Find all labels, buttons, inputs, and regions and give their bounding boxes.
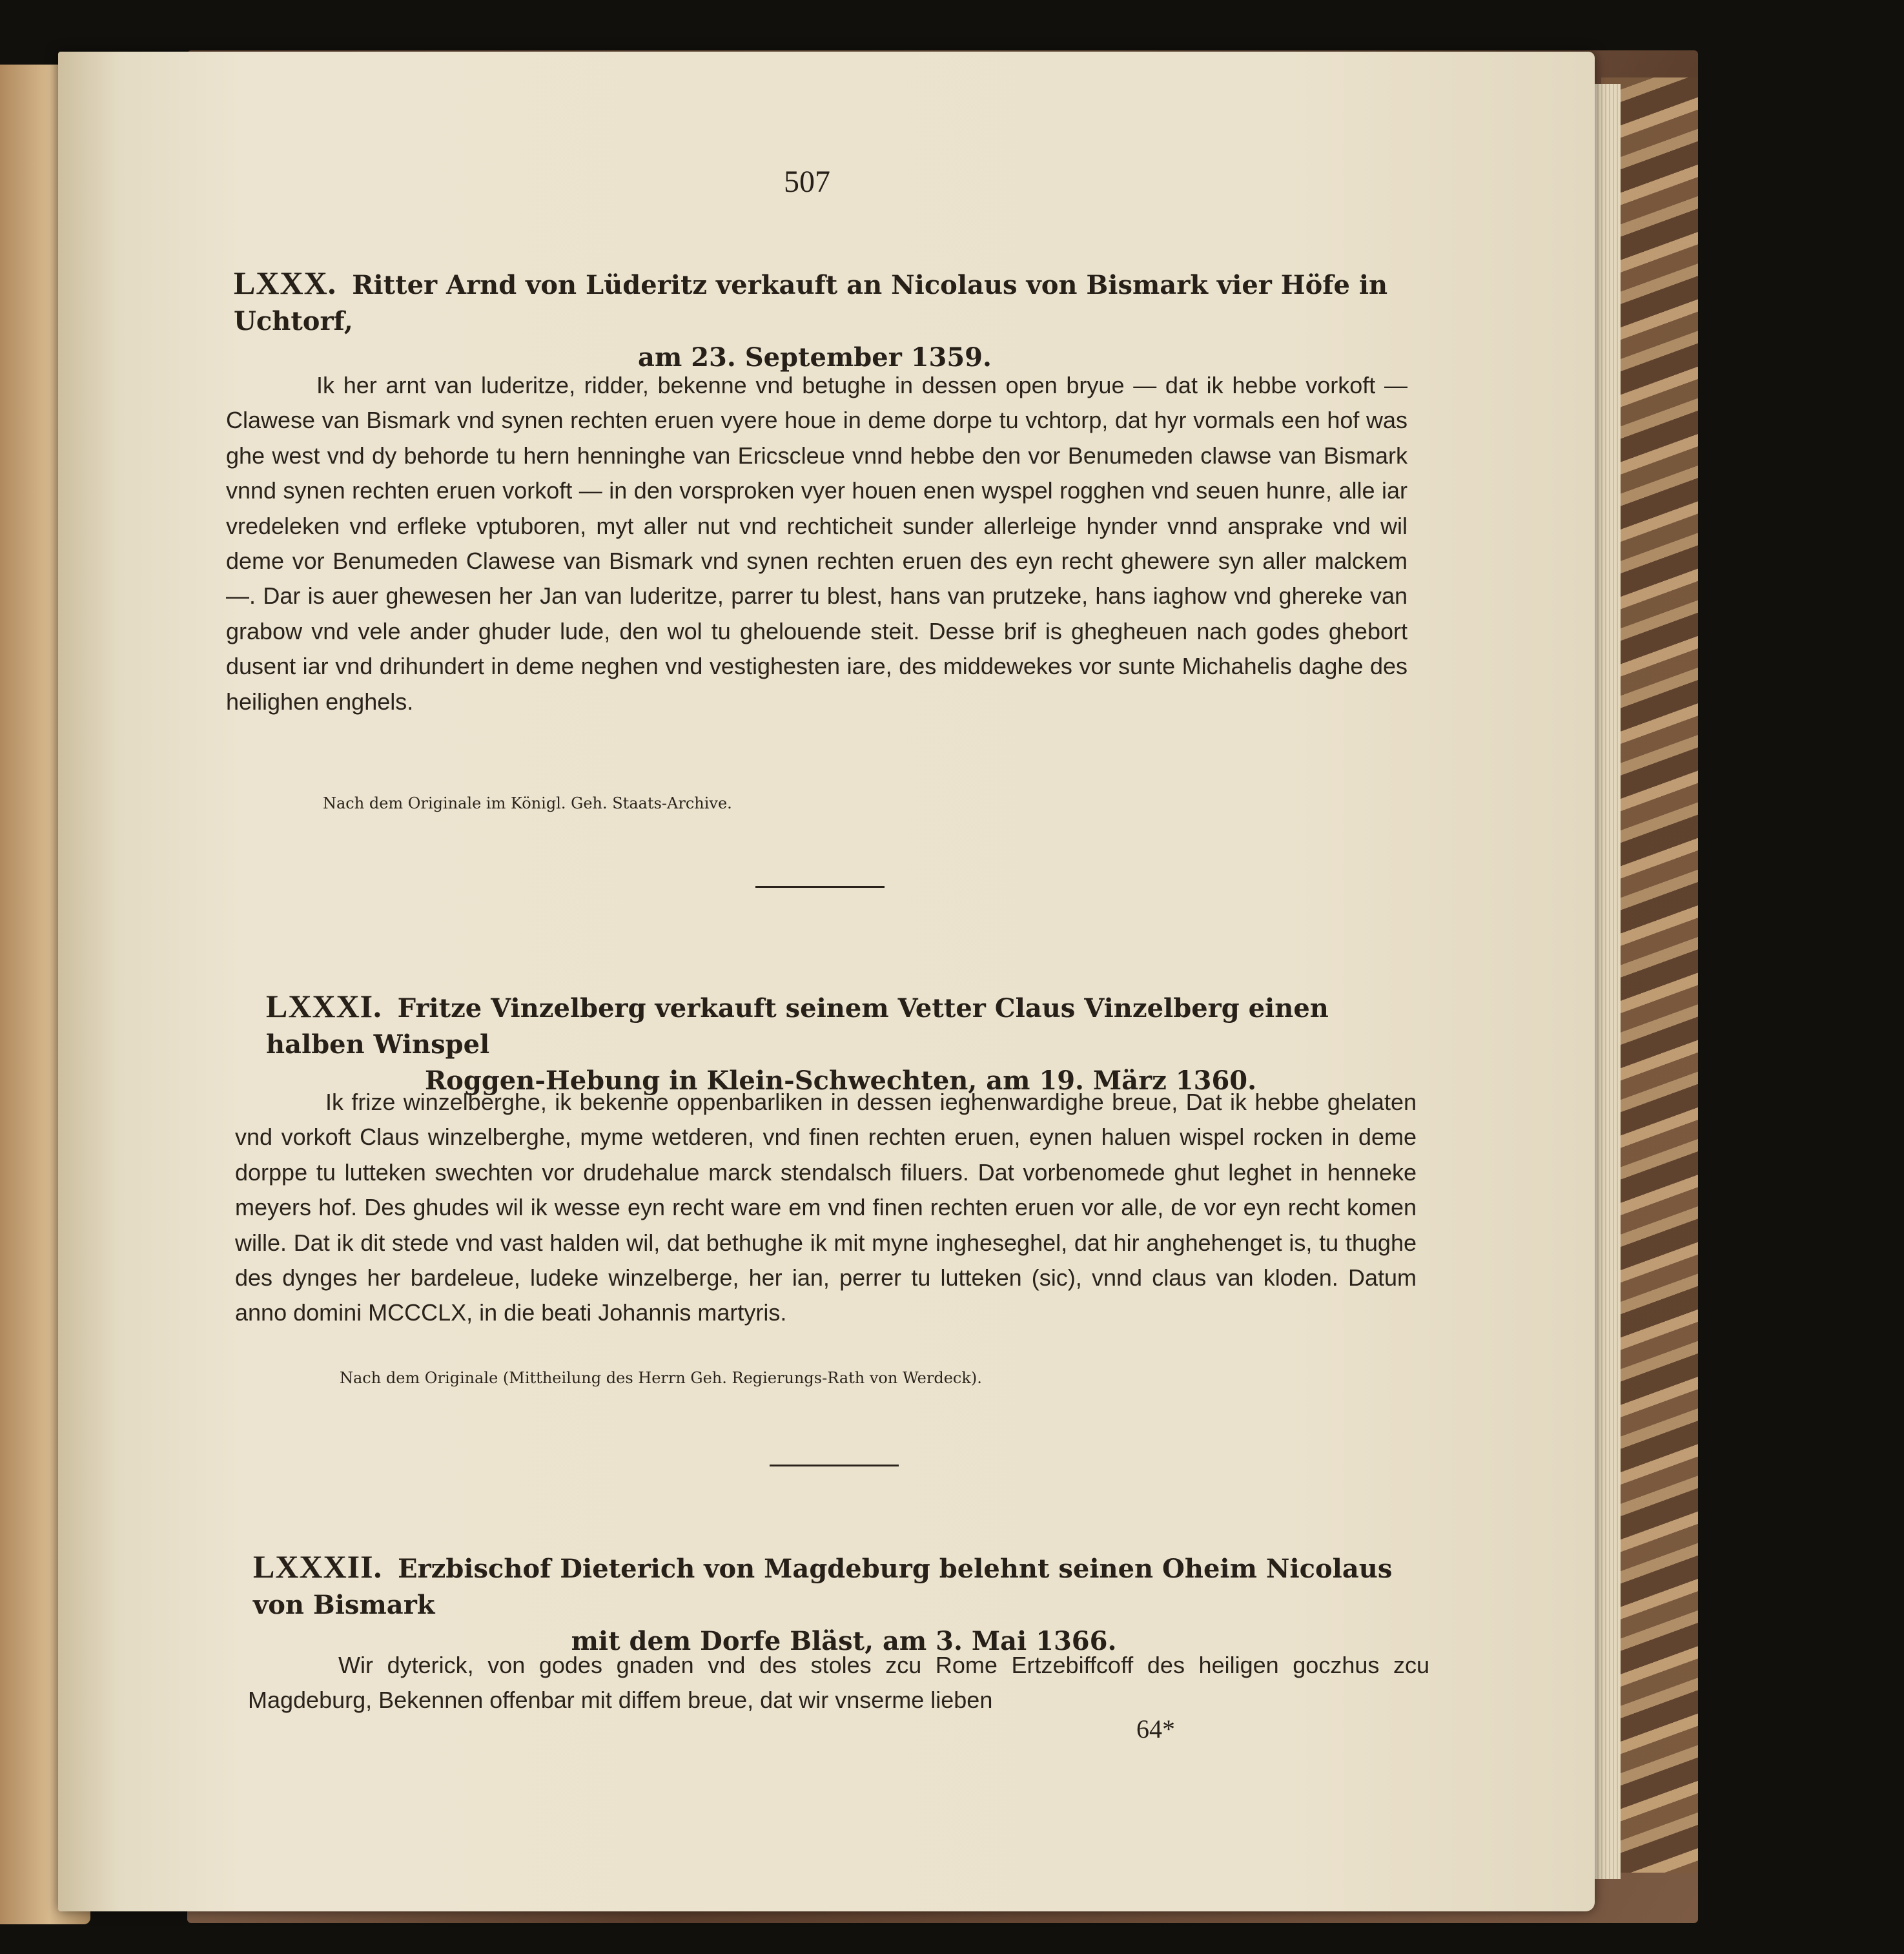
section-date: mit dem Dorfe Bläst, am 3. Mai 1366. [571,1626,1117,1656]
section-heading-lxxxii [253,1548,1435,1660]
section-source-lxxxi: Nach dem Originale (Mittheilung des Herrn Geh. Regierungs-Rath von Werdeck). [340,1369,982,1387]
section-divider [755,886,885,888]
section-heading-lxxx [234,265,1396,376]
section-source-lxxx: Nach dem Originale im Königl. Geh. Staats-Archive. [323,794,732,812]
section-heading-lxxxi [266,988,1415,1099]
section-divider [770,1465,899,1466]
section-body-lxxxii [248,1648,1429,1718]
section-body-lxxxi [235,1085,1417,1331]
charter-text: Ik her arnt van luderitze, ridder, bekenne vnd betughe in dessen open bryue — dat ik hebbe vorkoft — Clawese van Bismark vnd synen rechten eruen vyere houe in deme dorpe tu vchtorp, dat hyr vormals een hof was ghe west vnd dy behorde tu hern henninghe van Ericscleue vnnd hebbe den vor Benumeden clawse van Bismark vnnd synen rechten eruen vorkoft — in den vorsproken vyer houen enen wyspel rogghen vnd seuen hunre, alle iar vredeleken vnd erfleke vptuboren, myt aller nut vnd rechticheit sunder allerleige hynder vnnd ansprake vnd wil deme vor Benumeden Clawese van Bismark vnd synen rechten eruen des eyn recht ghewere syn aller malckem —. Dar is auer ghewesen her Jan van luderitze, parrer tu blest, hans van prutzeke, hans iaghow vnd ghereke van grabow vnd vele ander ghuder lude, den wol tu ghelouende steit. Desse brif is ghegheuen nach godes ghebort dusent iar vnd drihundert in deme neghen vnd vestighesten iare, des middewekes vor sunte Michahelis daghe des heilighen enghels. [226,372,1408,715]
charter-text: Wir dyterick, von godes gnaden vnd des stoles zcu Rome Ertzebiffcoff des heiligen goczhus zcu Magdeburg, Bekennen offenbar mit diffem breue, dat wir vnserme lieben [248,1652,1429,1714]
page-number: 507 [784,165,830,199]
section-date: am 23. September 1359. [638,342,992,373]
section-body-lxxx [226,368,1408,719]
section-title: Fritze Vinzelberg verkauft seinem Vetter Claus Vinzelberg einen halben Winspel [266,993,1329,1060]
printer-signature: 64* [1136,1714,1175,1743]
section-numeral: LXXX. [234,265,337,301]
section-title: Ritter Arnd von Lüderitz verkauft an Nicolaus von Bismark vier Höfe in Uchtorf, [234,270,1388,336]
section-numeral: LXXXII. [253,1548,383,1585]
section-title: Erzbischof Dieterich von Magdeburg belehnt seinen Oheim Nicolaus von Bismark [253,1554,1393,1620]
section-numeral: LXXXI. [266,988,382,1024]
charter-text: Ik frize winzelberghe, ik bekenne oppenbarliken in dessen ieghenwardighe breue, Dat ik hebbe ghelaten vnd vorkoft Claus winzelberghe, myme wetderen, vnd finen rechten eruen, eynen haluen wispel rocken in deme dorppe tu lutteken swechten vor drudehalue marck stendalsch filuers. Dat vorbenomede ghut leghet in henneke meyers hof. Des ghudes wil ik wesse eyn recht ware em vnd finen rechten eruen vor alle, de vor eyn recht komen wille. Dat ik dit stede vnd vast halden wil, dat bethughe ik mit myne ingheseghel, dat hir anghehenget is, tu thughe des dynges her bardeleue, ludeke winzelberge, her ian, perrer tu lutteken (sic), vnnd claus van kloden. Datum anno domini MCCCLX, in die beati Johannis martyris. [235,1089,1417,1326]
section-date: Roggen-Hebung in Klein-Schwechten, am 19. März 1360. [424,1065,1257,1096]
